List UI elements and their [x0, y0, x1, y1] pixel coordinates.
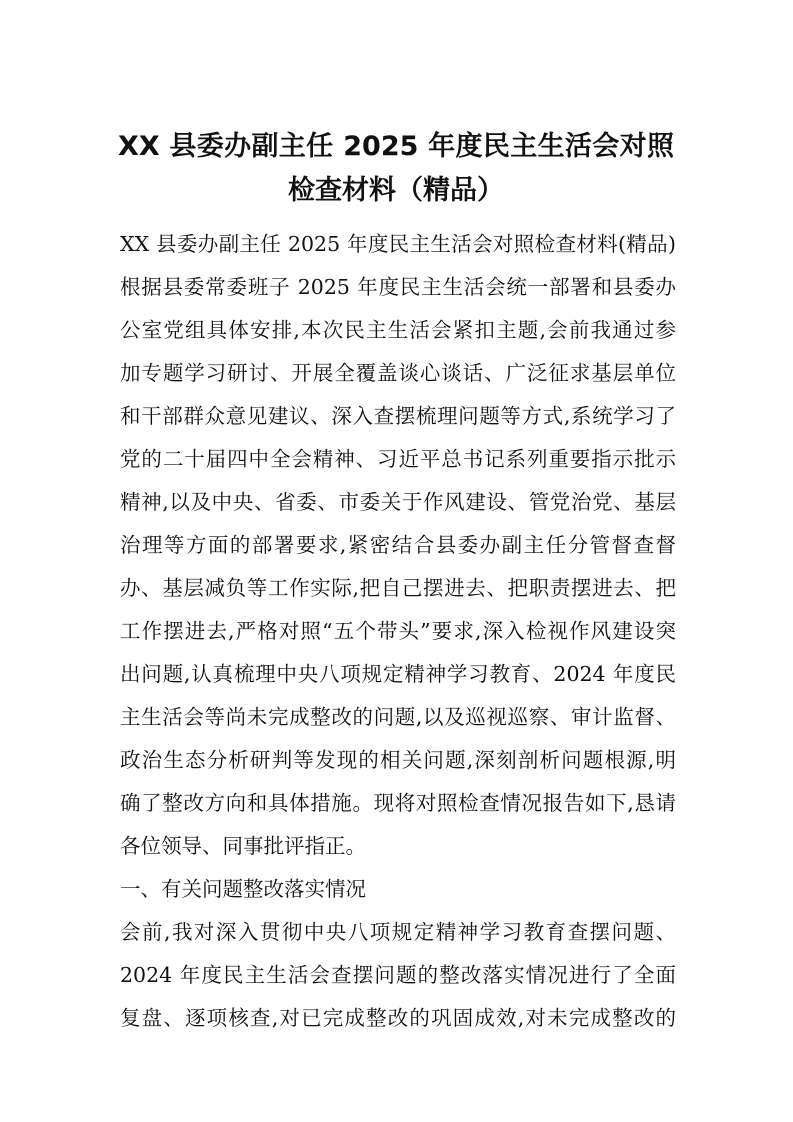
document-body [120, 223, 676, 1040]
section-heading: 一、有关问题整改落实情况 [120, 877, 366, 901]
document-title-line-2: 检查材料（精品） [288, 175, 504, 206]
body-text-line: 政治生态分析研判等发现的相关问题,深刻剖析问题根源,明 [120, 748, 676, 772]
body-text-line: 治理等方面的部署要求,紧密结合县委办副主任分管督查督 [120, 533, 676, 557]
body-text-line: 精神,以及中央、省委、市委关于作风建设、管党治党、基层 [120, 490, 676, 514]
body-text-line: 和干部群众意见建议、深入查摆梳理问题等方式,系统学习了 [120, 404, 676, 428]
body-text-line: 党的二十届四中全会精神、习近平总书记系列重要指示批示 [120, 447, 676, 471]
body-text-line: 根据县委常委班子 2025 年度民主生活会统一部署和县委办 [120, 275, 676, 299]
document-title-line-1: XX 县委办副主任 2025 年度民主生活会对照 [118, 131, 674, 162]
body-text-line: 公室党组具体安排,本次民主生活会紧扣主题,会前我通过参 [120, 318, 676, 342]
body-text-line: 工作摆进去,严格对照“五个带头”要求,深入检视作风建设突 [120, 619, 676, 643]
body-text-line: 确了整改方向和具体措施。现将对照检查情况报告如下,恳请 [120, 791, 676, 815]
body-text-line: 出问题,认真梳理中央八项规定精神学习教育、2024 年度民 [120, 662, 676, 686]
body-text-line: 办、基层减负等工作实际,把自己摆进去、把职责摆进去、把 [120, 576, 676, 600]
body-text-line: 主生活会等尚未完成整改的问题,以及巡视巡察、审计监督、 [120, 705, 676, 729]
body-text-line: XX 县委办副主任 2025 年度民主生活会对照检查材料(精品) [120, 232, 676, 256]
body-text-line: 2024 年度民主生活会查摆问题的整改落实情况进行了全面 [120, 963, 676, 987]
body-text-line: 复盘、逐项核查,对已完成整改的巩固成效,对未完成整改的 [120, 1006, 676, 1030]
body-text-line: 加专题学习研讨、开展全覆盖谈心谈话、广泛征求基层单位 [120, 361, 676, 385]
body-text-line: 各位领导、同事批评指正。 [120, 834, 366, 858]
body-text-line: 会前,我对深入贯彻中央八项规定精神学习教育查摆问题、 [120, 920, 676, 944]
